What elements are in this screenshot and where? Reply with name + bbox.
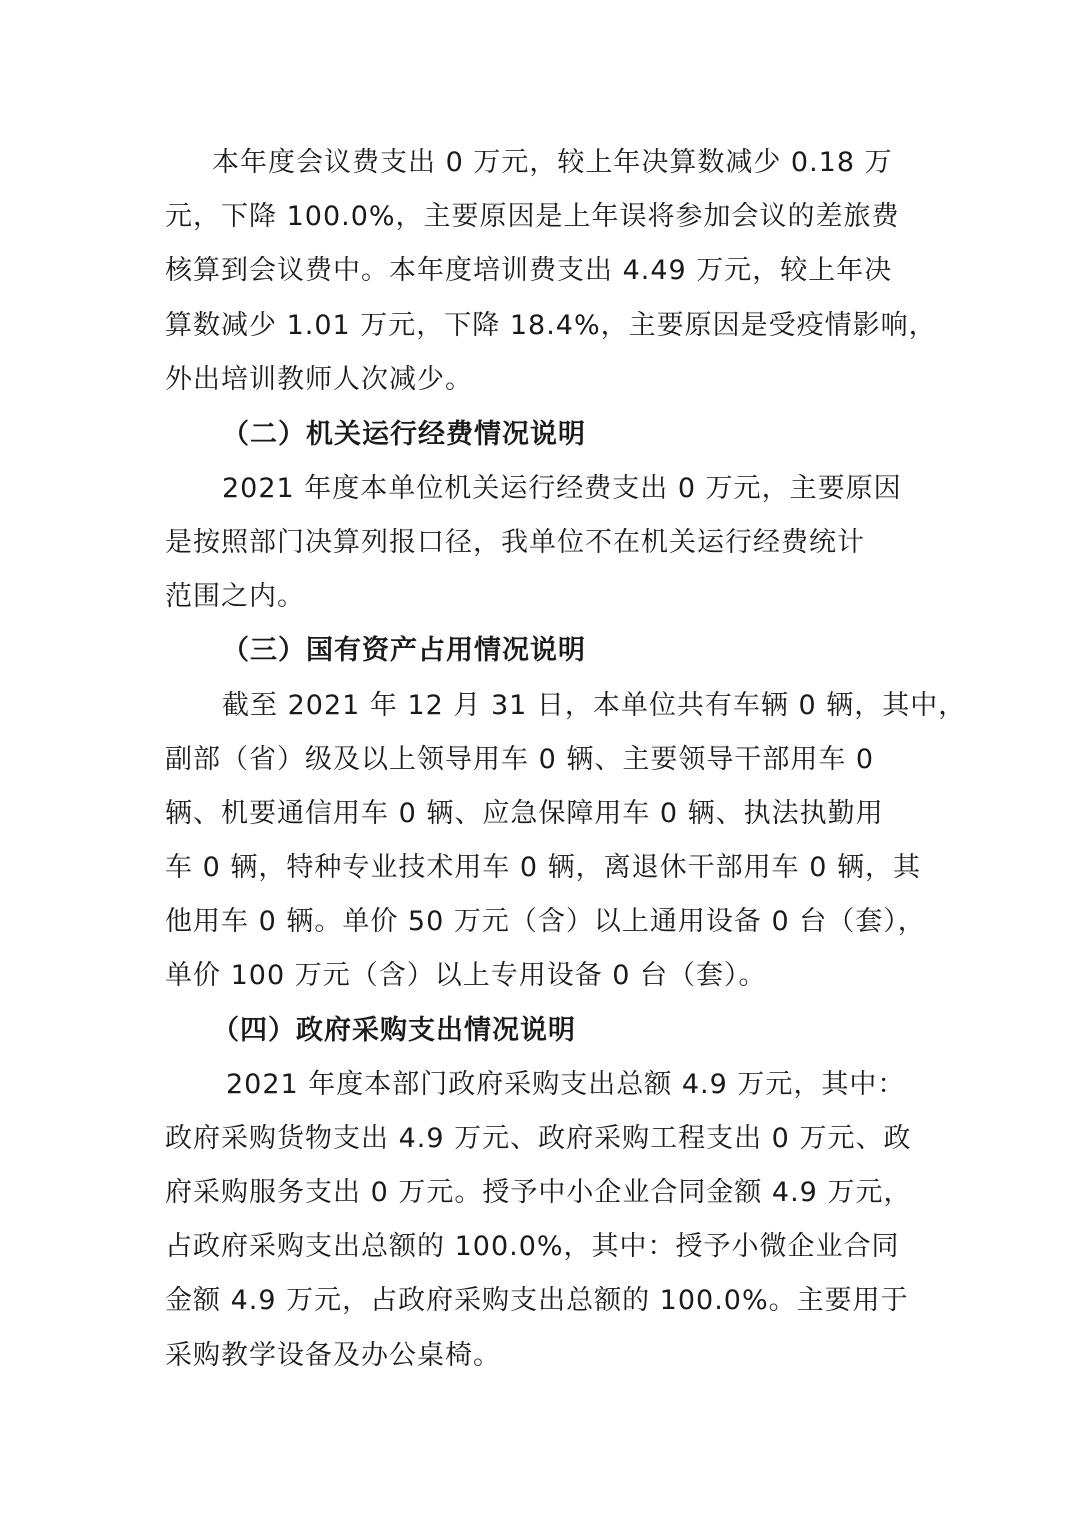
paragraph-line: 截至 2021 年 12 月 31 日，本单位共有车辆 0 辆，其中，	[222, 690, 967, 721]
paragraph-line: 单价 100 万元（含）以上专用设备 0 台（套）。	[165, 960, 767, 991]
paragraph-line: 核算到会议费中。本年度培训费支出 4.49 万元，较上年决	[165, 255, 893, 286]
paragraph-line: 副部（省）级及以上领导用车 0 辆、主要领导干部用车 0	[165, 744, 875, 775]
paragraph-line: 辆、机要通信用车 0 辆、应急保障用车 0 辆、执法执勤用	[165, 798, 884, 829]
paragraph-line: 府采购服务支出 0 万元。授予中小企业合同金额 4.9 万元，	[165, 1177, 912, 1208]
paragraph-line: 占政府采购支出总额的 100.0%，其中：授予小微企业合同	[165, 1231, 900, 1262]
paragraph-line: 金额 4.9 万元，占政府采购支出总额的 100.0%。主要用于	[165, 1285, 909, 1316]
paragraph-line: 车 0 辆，特种专业技术用车 0 辆，离退休干部用车 0 辆，其	[165, 852, 922, 883]
paragraph-line: 2021 年度本部门政府采购支出总额 4.9 万元，其中：	[226, 1069, 906, 1100]
section-heading: （四）政府采购支出情况说明	[212, 1015, 576, 1046]
section-heading: （二）机关运行经费情况说明	[222, 419, 586, 450]
paragraph-line: 采购教学设备及办公桌椅。	[165, 1340, 501, 1371]
paragraph-line: 是按照部门决算列报口径，我单位不在机关运行经费统计	[165, 527, 865, 558]
paragraph-line: 外出培训教师人次减少。	[165, 364, 473, 395]
paragraph-line: 范围之内。	[165, 581, 305, 612]
paragraph-line: 元，下降 100.0%，主要原因是上年误将参加会议的差旅费	[165, 201, 900, 232]
paragraph-line: 2021 年度本单位机关运行经费支出 0 万元，主要原因	[222, 473, 902, 504]
section-heading: （三）国有资产占用情况说明	[222, 635, 586, 666]
paragraph-line: 他用车 0 辆。单价 50 万元（含）以上通用设备 0 台（套），	[165, 906, 926, 937]
paragraph-line: 算数减少 1.01 万元，下降 18.4%，主要原因是受疫情影响，	[165, 310, 937, 341]
paragraph-line: 本年度会议费支出 0 万元，较上年决算数减少 0.18 万	[212, 147, 893, 178]
paragraph-line: 政府采购货物支出 4.9 万元、政府采购工程支出 0 万元、政	[165, 1123, 912, 1154]
